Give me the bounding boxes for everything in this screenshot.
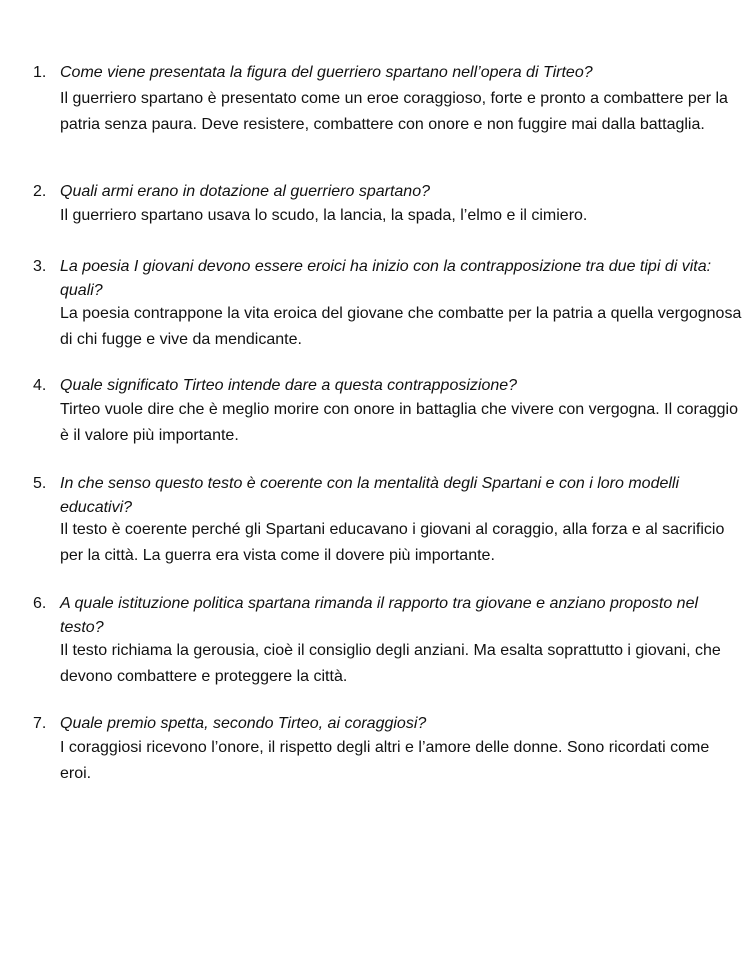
question-number: 7. xyxy=(33,715,47,732)
question-text: A quale istituzione politica spartana rimanda il rapporto tra giovane e anziano proposto nel testo? xyxy=(60,595,699,636)
answer-text: I coraggiosi ricevono l’onore, il rispetto degli altri e l’amore delle donne. Sono ricordati come eroi. xyxy=(60,739,710,782)
answer-text: Il guerriero spartano è presentato come un eroe coraggioso, forte e pronto a combattere per la patria senza paura. Deve resistere, combattere con onore e non fuggire mai dalla battaglia. xyxy=(60,90,728,133)
question-text: La poesia I giovani devono essere eroici ha inizio con la contrapposizione tra due tipi di vita: quali? xyxy=(60,258,712,299)
question-number: 1. xyxy=(33,64,47,81)
answer-text: Tirteo vuole dire che è meglio morire con onore in battaglia che vivere con vergogna. Il coraggio è il valore più importante. xyxy=(60,401,738,444)
question-text: Quale premio spetta, secondo Tirteo, ai coraggiosi? xyxy=(60,715,427,732)
answer-text: La poesia contrappone la vita eroica del giovane che combatte per la patria a quella vergognosa di chi fugge e vive da mendicante. xyxy=(60,305,742,348)
question-text: Quale significato Tirteo intende dare a questa contrapposizione? xyxy=(60,377,518,394)
answer-text: Il guerriero spartano usava lo scudo, la lancia, la spada, l’elmo e il cimiero. xyxy=(60,207,588,224)
answer-text: Il testo richiama la gerousia, cioè il consiglio degli anziani. Ma esalta soprattutto i giovani, che devono combattere e proteggere la città. xyxy=(60,642,721,685)
question-number: 6. xyxy=(33,595,47,612)
question-number: 3. xyxy=(33,258,47,275)
question-text: In che senso questo testo è coerente con la mentalità degli Spartani e con i loro modelli educativi? xyxy=(60,475,680,516)
question-text: Quali armi erano in dotazione al guerriero spartano? xyxy=(60,183,430,200)
answer-text: Il testo è coerente perché gli Spartani educavano i giovani al coraggio, alla forza e al sacrificio per la città. La guerra era vista come il dovere più importante. xyxy=(60,521,725,564)
question-number: 4. xyxy=(33,377,47,394)
question-number: 5. xyxy=(33,475,47,492)
question-text: Come viene presentata la figura del guerriero spartano nell’opera di Tirteo? xyxy=(60,64,593,81)
question-number: 2. xyxy=(33,183,47,200)
